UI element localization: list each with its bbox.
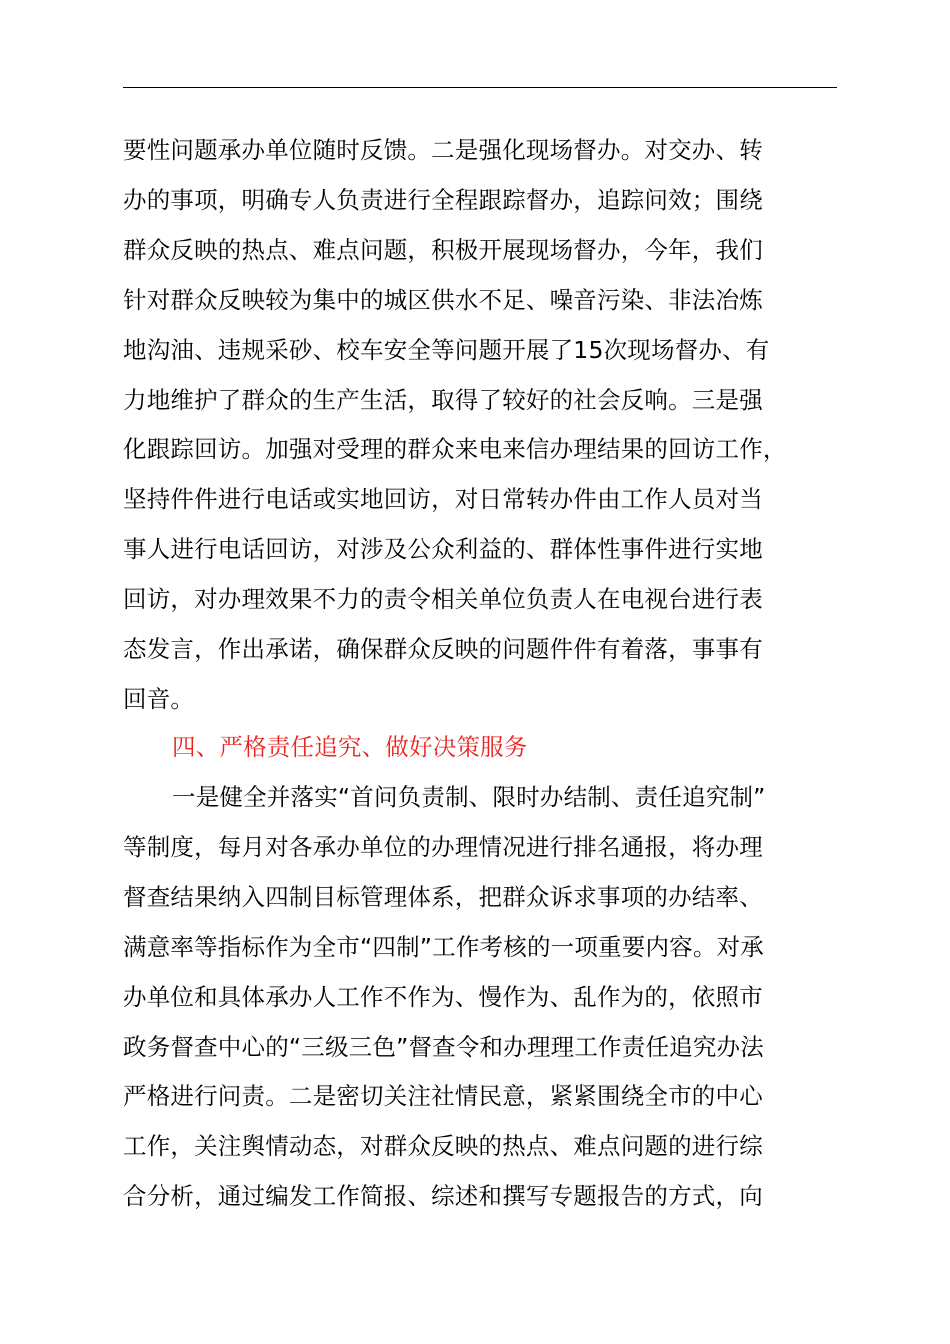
paragraph-line: 要性问题承办单位随时反馈。二是强化现场督办。对交办、转	[123, 136, 763, 164]
paragraph-line: 合分析，通过编发工作简报、综述和撰写专题报告的方式，向	[123, 1182, 763, 1210]
paragraph-line: 政务督查中心的“三级三色”督查令和办理理工作责任追究办法	[123, 1033, 764, 1061]
paragraph-line: 督查结果纳入四制目标管理体系，把群众诉求事项的办结率、	[123, 883, 763, 911]
paragraph-line: 地沟油、违规采砂、校车安全等问题开展了15次现场督办、有	[123, 336, 770, 364]
header-rule	[123, 87, 837, 88]
paragraph-line: 工作，关注舆情动态，对群众反映的热点、难点问题的进行综	[123, 1132, 763, 1160]
paragraph-line: 回访，对办理效果不力的责令相关单位负责人在电视台进行表	[123, 585, 763, 613]
paragraph-line: 回音。	[123, 685, 195, 713]
paragraph-line: 针对群众反映较为集中的城区供水不足、噪音污染、非法冶炼	[123, 286, 763, 314]
paragraph-line: 事人进行电话回访，对涉及公众利益的、群体性事件进行实地	[123, 535, 763, 563]
paragraph-line: 群众反映的热点、难点问题，积极开展现场督办，今年，我们	[123, 236, 763, 264]
paragraph-line: 态发言，作出承诺，确保群众反映的问题件件有着落，事事有	[123, 635, 763, 663]
paragraph-line: 办单位和具体承办人工作不作为、慢作为、乱作为的，依照市	[123, 983, 763, 1011]
section-heading: 四、严格责任追究、做好决策服务	[172, 733, 528, 761]
paragraph-line: 等制度，每月对各承办单位的办理情况进行排名通报，将办理	[123, 833, 763, 861]
paragraph-line: 办的事项，明确专人负责进行全程跟踪督办，追踪问效；围绕	[123, 186, 763, 214]
paragraph-line: 化跟踪回访。加强对受理的群众来电来信办理结果的回访工作，	[123, 435, 787, 463]
paragraph-line: 坚持件件进行电话或实地回访，对日常转办件由工作人员对当	[123, 485, 763, 513]
paragraph-line: 满意率等指标作为全市“四制”工作考核的一项重要内容。对承	[123, 933, 764, 961]
paragraph-line: 严格进行问责。二是密切关注社情民意，紧紧围绕全市的中心	[123, 1082, 763, 1110]
paragraph-line: 力地维护了群众的生产生活，取得了较好的社会反响。三是强	[123, 386, 763, 414]
paragraph-line: 一是健全并落实“首问负责制、限时办结制、责任追究制”	[172, 783, 766, 811]
